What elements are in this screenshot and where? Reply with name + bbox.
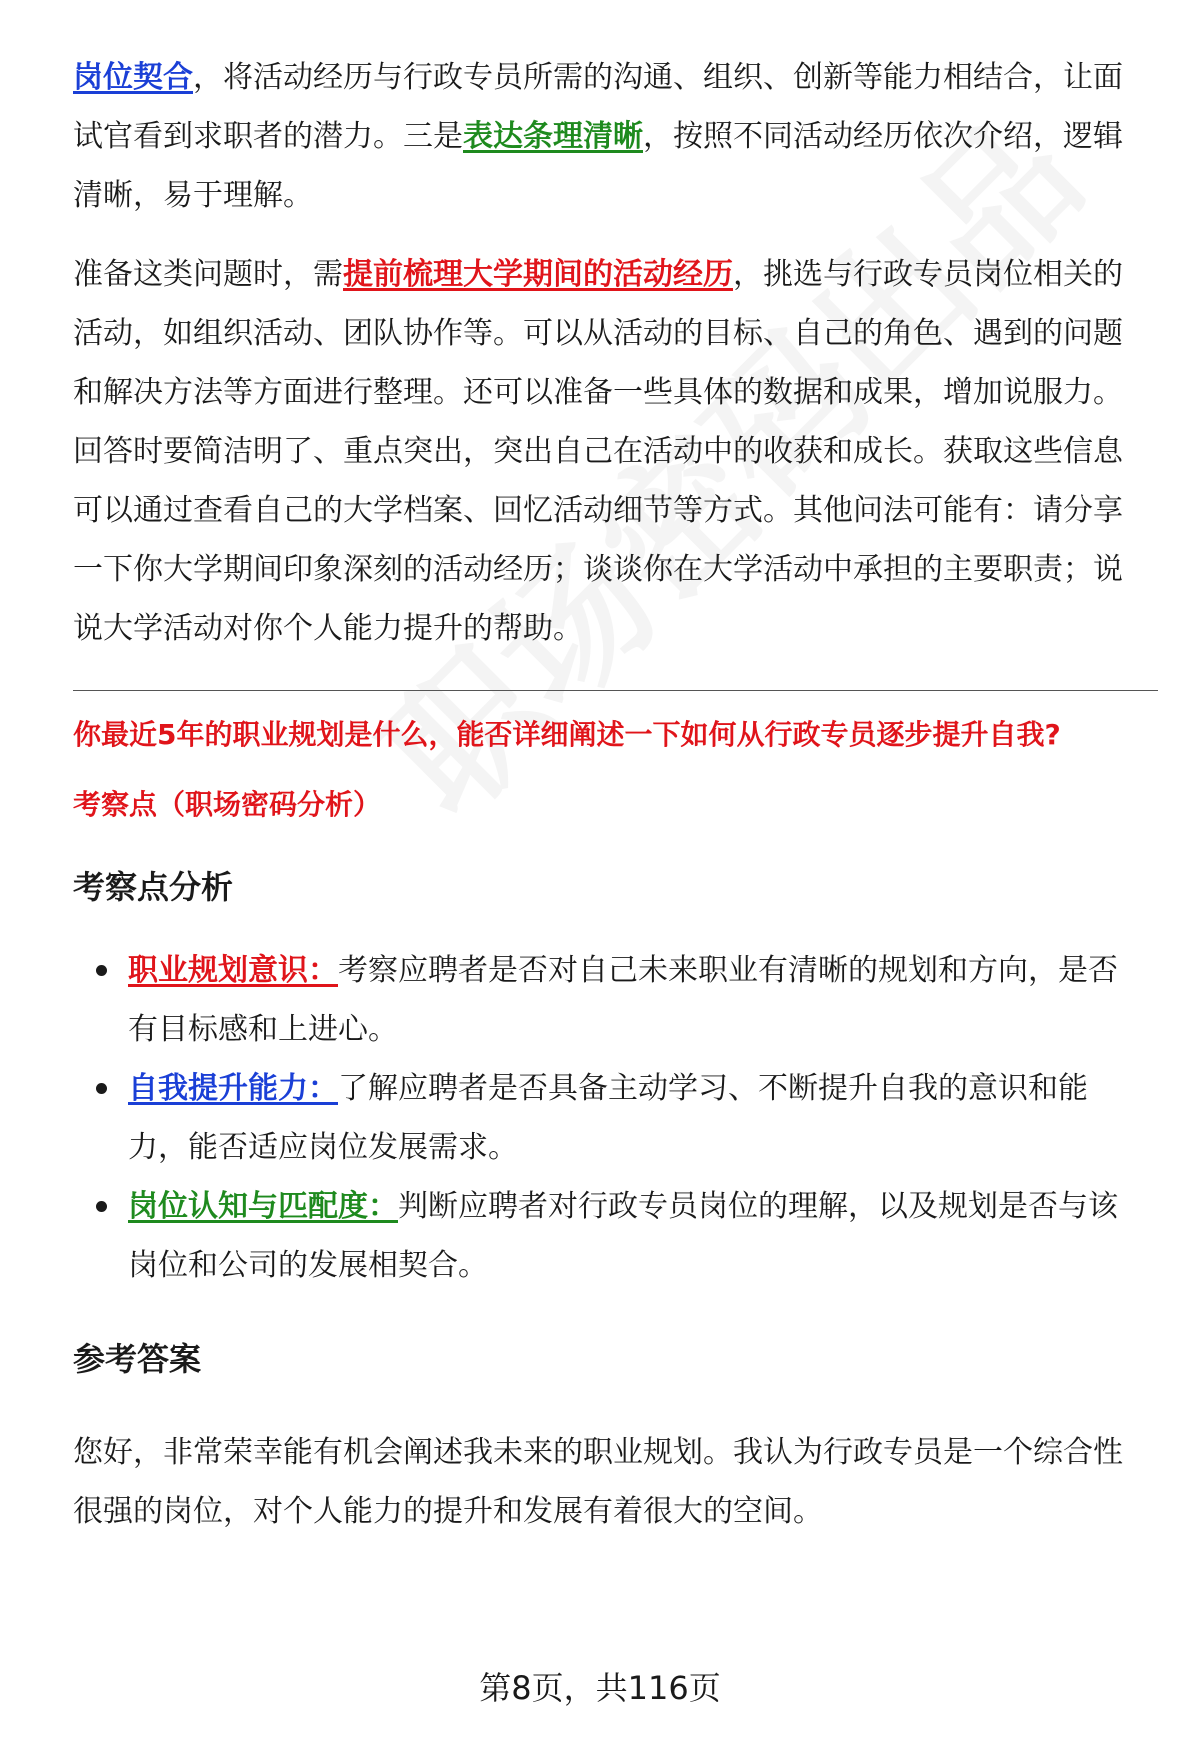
bullet-icon — [96, 1083, 107, 1094]
intro-text-1d: ，按照不同活动经历依次介绍，逻辑清晰，易于理解。 — [73, 119, 1123, 213]
intro-text-1b: ，将活动经历与行政专员所需的沟通、组织、创新等能力相结合，让面试官看到求职者的潜力。三是 — [73, 60, 1123, 154]
bullet-icon — [96, 1201, 107, 1212]
highlight-clear-expression: 表达条理清晰 — [463, 119, 643, 154]
intro-text-2a: 准备这类问题时，需 — [73, 257, 343, 292]
analysis-item-text: 考察应聘者是否对自己未来职业有清晰的规划和方向，是否有目标感和上进心。 — [128, 953, 1118, 1047]
bullet-icon — [96, 965, 107, 976]
analysis-list — [73, 941, 1143, 1295]
analysis-item-text: 判断应聘者对行政专员岗位的理解，以及规划是否与该岗位和公司的发展相契合。 — [128, 1189, 1118, 1283]
analysis-item-career-awareness — [73, 941, 1143, 1059]
analysis-item-label: 职业规划意识： — [128, 953, 338, 988]
answer-paragraph: 您好，非常荣幸能有机会阐述我未来的职业规划。我认为行政专员是一个综合性很强的岗位，对个人能力的提升和发展有着很大的空间。 — [73, 1435, 1123, 1529]
highlight-job-fit: 岗位契合 — [73, 60, 193, 95]
document-page — [73, 48, 1143, 1541]
intro-paragraph-1 — [73, 48, 1143, 225]
intro-paragraph-2 — [73, 245, 1143, 658]
answer-heading: 参考答案 — [73, 1340, 202, 1378]
analysis-item-text: 了解应聘者是否具备主动学习、不断提升自我的意识和能力，能否适应岗位发展需求。 — [128, 1071, 1088, 1165]
analysis-heading: 考察点分析 — [73, 868, 234, 906]
analysis-item-label: 岗位认知与匹配度： — [128, 1189, 398, 1224]
analysis-item-label: 自我提升能力： — [128, 1071, 338, 1106]
highlight-prepare-activities: 提前梳理大学期间的活动经历 — [343, 257, 733, 292]
section-divider — [73, 690, 1158, 691]
question-title: 你最近5年的职业规划是什么，能否详细阐述一下如何从行政专员逐步提升自我? — [73, 718, 1061, 751]
intro-text-2c: ，挑选与行政专员岗位相关的活动，如组织活动、团队协作等。可以从活动的目标、自己的角色、遇到的问题和解决方法等方面进行整理。还可以准备一些具体的数据和成果，增加说服力。回答时要简洁明了、重点突出，突出自己在活动中的收获和成长。获取这些信息可以通过查看自己的大学档案、回忆活动细节等方式。其他问法可能有：请分享一下你大学期间印象深刻的活动经历；谈谈你在大学活动中承担的主要职责；说说大学活动对你个人能力提升的帮助。 — [73, 257, 1123, 646]
question-subtitle: 考察点（职场密码分析） — [73, 788, 382, 821]
analysis-item-role-fit — [73, 1177, 1143, 1295]
page-number: 第8页，共116页 — [479, 1669, 721, 1707]
analysis-item-self-improvement — [73, 1059, 1143, 1177]
